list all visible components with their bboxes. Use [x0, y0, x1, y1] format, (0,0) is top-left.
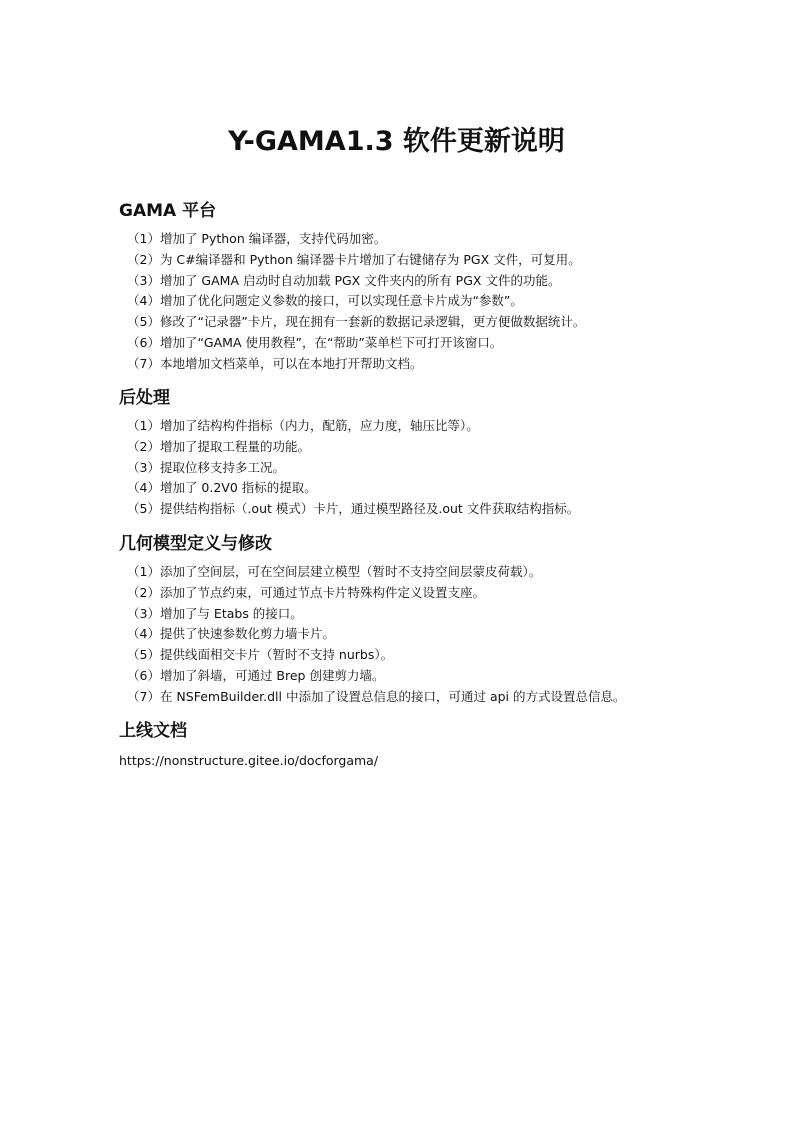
list-item: （7）在 NSFemBuilder.dll 中添加了设置总信息的接口，可通过 api 的方式设置总信息。: [127, 688, 626, 704]
list-item: （3）提取位移支持多工况。: [127, 459, 285, 475]
section-online-docs: [119, 719, 378, 771]
section-gama-platform: [119, 199, 585, 375]
list-item: （2）为 C#编译器和 Python 编译器卡片增加了右键储存为 PGX 文件，可复用。: [127, 251, 581, 267]
list-item: （4）增加了优化问题定义参数的接口，可以实现任意卡片成为“参数”。: [127, 293, 523, 309]
list-item: （5）提供线面相交卡片（暂时不支持 nurbs）。: [127, 647, 394, 663]
docs-link[interactable]: https://nonstructure.gitee.io/docforgama/: [119, 753, 379, 768]
document-title: Y-GAMA1.3 软件更新说明: [228, 126, 565, 157]
list-item: （7）本地增加文档菜单，可以在本地打开帮助文档。: [127, 355, 423, 371]
list-item: （1）添加了空间层，可在空间层建立模型（暂时不支持空间层蒙皮荷载）。: [127, 564, 542, 579]
list-item: （3）增加了 GAMA 启动时自动加载 PGX 文件夹内的所有 PGX 文件的功能。: [127, 272, 561, 288]
section-heading: GAMA 平台: [119, 201, 217, 221]
list-item: （1）增加了 Python 编译器，支持代码加密。: [127, 231, 387, 246]
list-item: （6）增加了“GAMA 使用教程”，在“帮助”菜单栏下可打开该窗口。: [127, 334, 503, 350]
list-item: （6）增加了斜墙，可通过 Brep 创建剪力墙。: [127, 667, 385, 683]
list-item: （1）增加了结构构件指标（内力，配筋，应力度，轴压比等）。: [127, 418, 479, 433]
list-item: （2）添加了节点约束，可通过节点卡片特殊构件定义设置支座。: [127, 584, 485, 600]
section-heading: 上线文档: [119, 721, 187, 741]
list-item: （3）增加了与 Etabs 的接口。: [127, 605, 303, 621]
section-heading: 后处理: [119, 388, 170, 408]
section-geometry-model: [119, 532, 626, 708]
list-item: （5）提供结构指标（.out 模式）卡片，通过模型路径及.out 文件获取结构指标。: [127, 501, 580, 517]
list-item: （4）提供了快速参数化剪力墙卡片。: [127, 626, 335, 642]
section-heading: 几何模型定义与修改: [119, 534, 272, 554]
list-item: （4）增加了 0.2V0 指标的提取。: [127, 480, 317, 496]
section-post-processing: [119, 386, 579, 520]
list-item: （2）增加了提取工程量的功能。: [127, 438, 310, 454]
list-item: （5）修改了“记录器”卡片，现在拥有一套新的数据记录逻辑，更方便做数据统计。: [127, 314, 586, 330]
